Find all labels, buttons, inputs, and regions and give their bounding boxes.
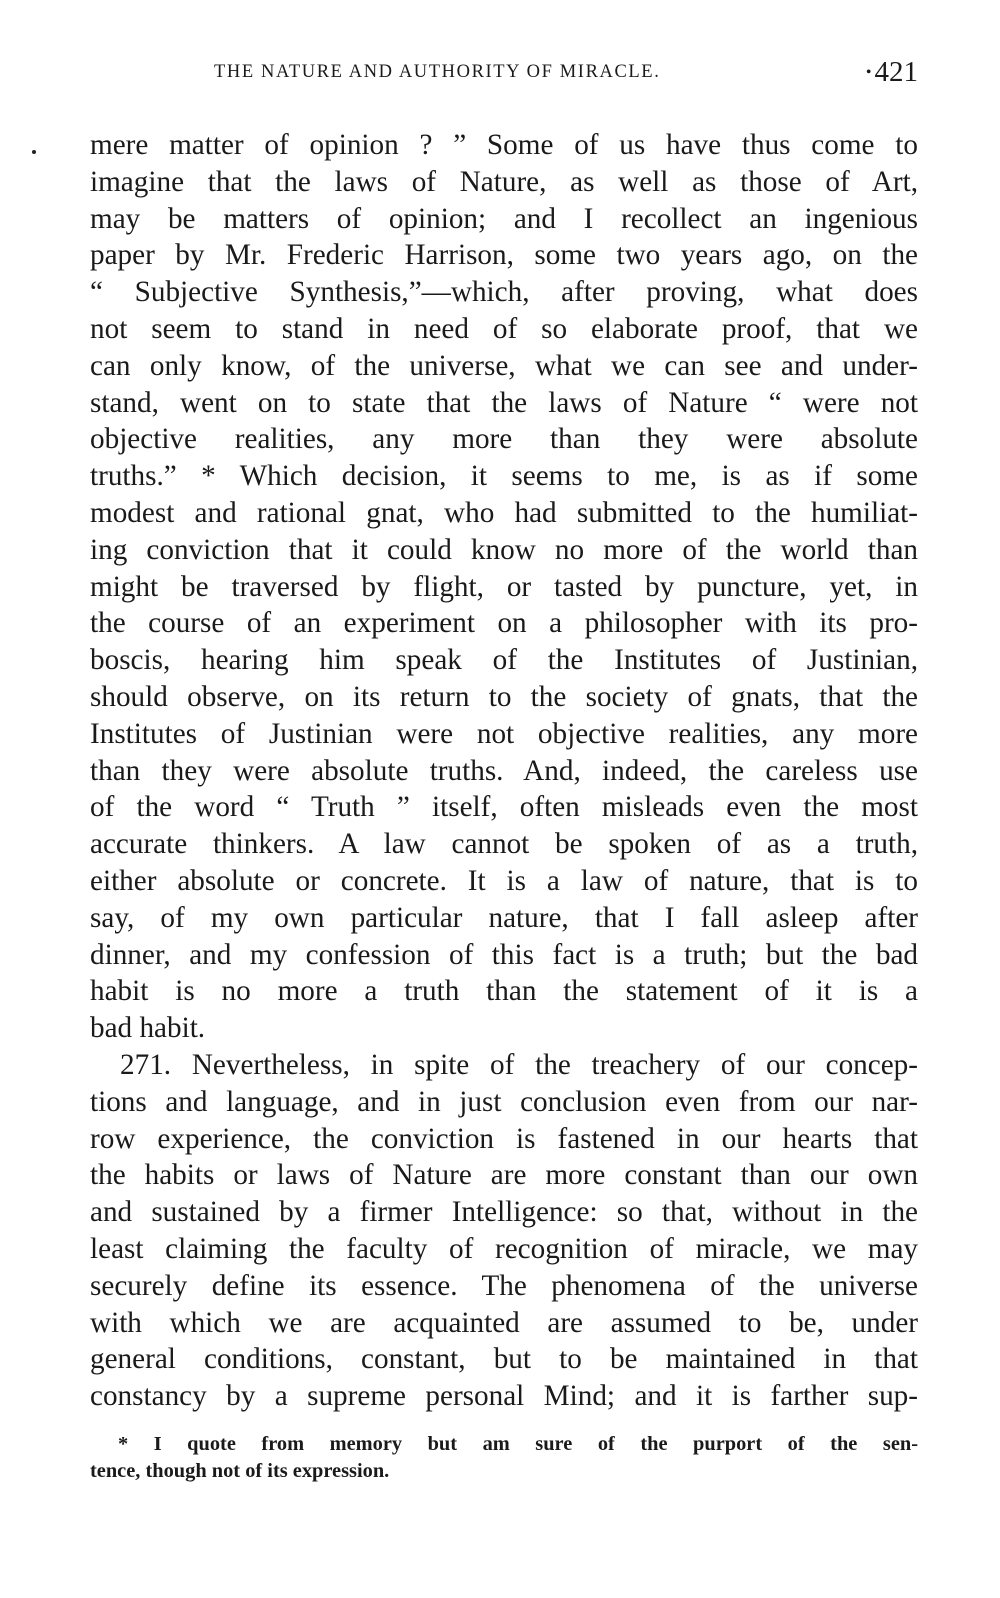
paragraph-271-start: 271. Nevertheless, in spite of the treachery of our concep- <box>120 1048 918 1081</box>
text-line: with which we are acquainted are assumed to be, under <box>90 1306 918 1339</box>
text-line: objective realities, any more than they were absolute <box>90 423 918 456</box>
footnote-line: * I quote from memory but am sure of the purport of the sen- <box>118 1433 918 1455</box>
text-line: habit is no more a truth than the statement of it is a <box>90 975 918 1008</box>
text-line: might be traversed by flight, or tasted by puncture, yet, in <box>90 570 918 603</box>
text-line: securely define its essence. The phenomena of the universe <box>90 1269 918 1302</box>
footnote-line: tence, though not of its expression. <box>90 1460 390 1482</box>
text-line: accurate thinkers. A law cannot be spoken of as a truth, <box>90 828 918 861</box>
running-head <box>90 56 918 96</box>
text-line: boscis, hearing him speak of the Institutes of Justinian, <box>90 644 918 677</box>
text-line: the habits or laws of Nature are more constant than our own <box>90 1159 918 1192</box>
text-line: not seem to stand in need of so elaborate proof, that we <box>90 312 918 345</box>
page-number-value: 421 <box>874 56 918 88</box>
text-line: of the word “ Truth ” itself, often misleads even the most <box>90 791 918 824</box>
text-line: imagine that the laws of Nature, as well as those of Art, <box>90 165 918 198</box>
text-line: the course of an experiment on a philosopher with its pro- <box>90 607 918 640</box>
text-line: least claiming the faculty of recognition of miracle, we may <box>90 1232 918 1265</box>
page-number <box>866 56 918 89</box>
text-line: modest and rational gnat, who had submitted to the humiliat- <box>90 496 918 529</box>
text-line: mere matter of opinion ? ” Some of us have thus come to <box>90 129 918 161</box>
text-line: row experience, the conviction is fastened in our hearts that <box>90 1122 918 1155</box>
text-line: truths.” * Which decision, it seems to me, is as if some <box>90 460 918 493</box>
body-text <box>90 127 918 1415</box>
footnote <box>90 1431 918 1485</box>
text-line: constancy by a supreme personal Mind; and it is farther sup- <box>90 1380 918 1413</box>
text-line: and sustained by a firmer Intelligence: so that, without in the <box>90 1196 918 1229</box>
stray-ink-mark <box>32 150 36 154</box>
page-number-mark: • <box>865 64 872 81</box>
text-line: ing conviction that it could know no more of the world than <box>90 533 918 566</box>
text-line: than they were absolute truths. And, indeed, the careless use <box>90 754 918 787</box>
text-line: should observe, on its return to the society of gnats, that the <box>90 680 918 713</box>
book-page <box>90 0 918 1598</box>
text-line: either absolute or concrete. It is a law of nature, that is to <box>90 864 918 897</box>
text-line: can only know, of the universe, what we can see and under- <box>90 349 918 382</box>
text-line: say, of my own particular nature, that I fall asleep after <box>90 901 918 934</box>
text-line: dinner, and my confession of this fact is a truth; but the bad <box>90 938 918 971</box>
running-title: THE NATURE AND AUTHORITY OF MIRACLE. <box>214 62 661 82</box>
text-line: paper by Mr. Frederic Harrison, some two years ago, on the <box>90 239 918 272</box>
text-line: may be matters of opinion; and I recollect an ingenious <box>90 202 918 235</box>
text-line: stand, went on to state that the laws of Nature “ were not <box>90 386 918 419</box>
text-line: tions and language, and in just conclusion even from our nar- <box>90 1085 918 1118</box>
text-line: “ Subjective Synthesis,”—which, after proving, what does <box>90 276 918 309</box>
text-line: general conditions, constant, but to be maintained in that <box>90 1343 918 1376</box>
text-line: Institutes of Justinian were not objective realities, any more <box>90 717 918 750</box>
text-line: bad habit. <box>90 1012 206 1045</box>
